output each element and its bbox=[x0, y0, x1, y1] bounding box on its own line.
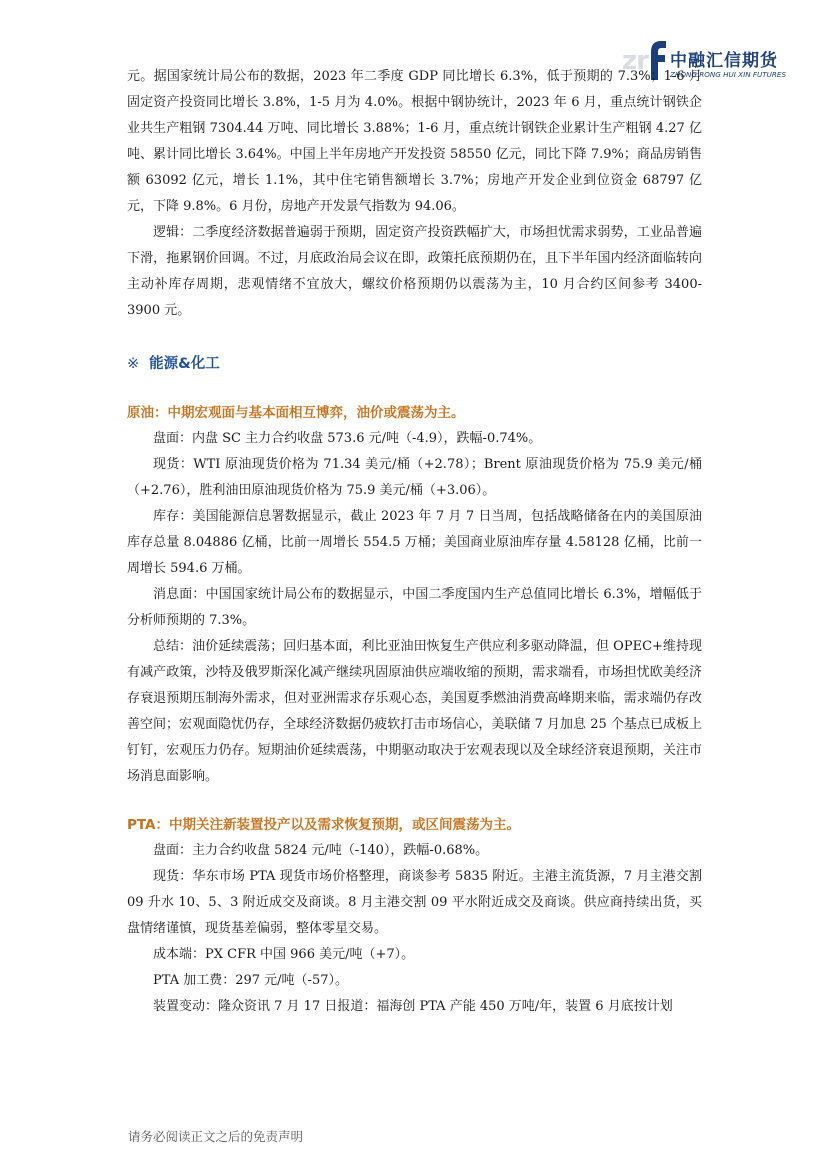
pta-spot-paragraph: 现货：华东市场 PTA 现货市场价格整理，商谈参考 5835 附近。主港主流货源，7 月主港交割 09 升水 10、5、3 附近成交及商谈。8 月主港交割 09 平水附近成交及商谈。供应商持续出货，买盘情绪谨慎，现货基差偏弱，整体零星交易。 bbox=[127, 869, 702, 936]
section-title: 能源&化工 bbox=[149, 356, 220, 372]
crude-oil-heading: 原油：中期宏观面与基本面相互博弈，油价或震荡为主。 bbox=[127, 405, 465, 421]
crude-spot-paragraph: 现货：WTI 原油现货价格为 71.34 美元/桶（+2.78）；Brent 原油现货价格为 75.9 美元/桶（+2.76），胜利油田原油现货价格为 75.9 美元/桶（+3.06）。 bbox=[127, 457, 702, 498]
pta-cost-paragraph: 成本端：PX CFR 中国 966 美元/吨（+7）。 bbox=[153, 947, 415, 962]
report-body bbox=[127, 64, 702, 1020]
pta-futures-paragraph: 盘面：主力合约收盘 5824 元/吨（-140），跌幅-0.68%。 bbox=[153, 843, 489, 858]
crude-summary-paragraph: 总结：油价延续震荡；回归基本面，利比亚油田恢复生产供应利多驱动降温，但 OPEC+维持现有减产政策，沙特及俄罗斯深化减产继续巩固原油供应端收缩的预期，需求端看，市场担忧欧美经济存衰退预期压制海外需求，但对亚洲需求存乐观心态，美国夏季燃油消费高峰期来临，需求端仍存改善空间；宏观面隐忧仍存，全球经济数据仍疲软打击市场信心，美联储 7 月加息 25 个基点已成板上钉钉，宏观压力仍存。短期油价延续震荡，中期驱动取决于宏观表现以及全球经济衰退预期，关注市场消息面影响。 bbox=[127, 639, 702, 784]
pta-heading: PTA：中期关注新装置投产以及需求恢复预期，或区间震荡为主。 bbox=[127, 817, 521, 833]
pta-margin-paragraph: PTA 加工费：297 元/吨（-57）。 bbox=[153, 973, 348, 988]
section-mark-icon: ※ bbox=[127, 356, 140, 372]
steel-logic-paragraph: 逻辑：二季度经济数据普遍弱于预期，固定资产投资跌幅扩大，市场担忧需求弱势，工业品普遍下滑，拖累钢价回调。不过，月底政治局会议在即，政策托底预期仍在，且下半年国内经济面临转向主动补库存周期，悲观情绪不宜放大，螺纹价格预期仍以震荡为主，10 月合约区间参考 3400-3900 元。 bbox=[127, 225, 702, 318]
logo-company-name-en: ZHONG RONG HUI XIN FUTURES bbox=[670, 70, 787, 79]
pta-plant-paragraph: 装置变动：隆众资讯 7 月 17 日报道：福海创 PTA 产能 450 万吨/年，装置 6 月底按计划 bbox=[153, 999, 673, 1014]
crude-futures-paragraph: 盘面：内盘 SC 主力合约收盘 573.6 元/吨（-4.9），跌幅-0.74%。 bbox=[153, 431, 542, 446]
crude-inventory-paragraph: 库存：美国能源信息署数据显示，截止 2023 年 7 月 7 日当周，包括战略储备在内的美国原油库存总量 8.04886 亿桶，比前一周增长 554.5 万桶；美国商业原油库存量 4.58128 亿桶，比前一周增长 594.6 万桶。 bbox=[127, 509, 702, 576]
steel-macro-paragraph: 元。据国家统计局公布的数据，2023 年二季度 GDP 同比增长 6.3%，低于预期的 7.3%；1-6 月固定资产投资同比增长 3.8%，1-5 月为 4.0%。根据中钢协统计，2023 年 6 月，重点统计钢铁企业共生产粗钢 7304.44 万吨、同比增长 3.88%；1-6 月，重点统计钢铁企业累计生产粗钢 4.27 亿吨、累计同比增长 3.64%。中国上半年房地产开发投资 58550 亿元，同比下降 7.9%；商品房销售额 63092 亿元，增长 1.1%，其中住宅销售额增长 3.7%；房地产开发企业到位资金 68797 亿元，下降 9.8%。6 月份，房地产开发景气指数为 94.06。 bbox=[127, 69, 702, 214]
logo-zr-mark: zr bbox=[622, 46, 648, 76]
logo-company-name: 中融汇信期货 bbox=[670, 51, 778, 71]
footer-disclaimer: 请务必阅读正文之后的免责声明 bbox=[128, 1129, 304, 1144]
section-heading-energy-chem bbox=[127, 348, 702, 380]
crude-news-paragraph: 消息面：中国国家统计局公布的数据显示，中国二季度国内生产总值同比增长 6.3%，增幅低于分析师预期的 7.3%。 bbox=[127, 587, 702, 628]
